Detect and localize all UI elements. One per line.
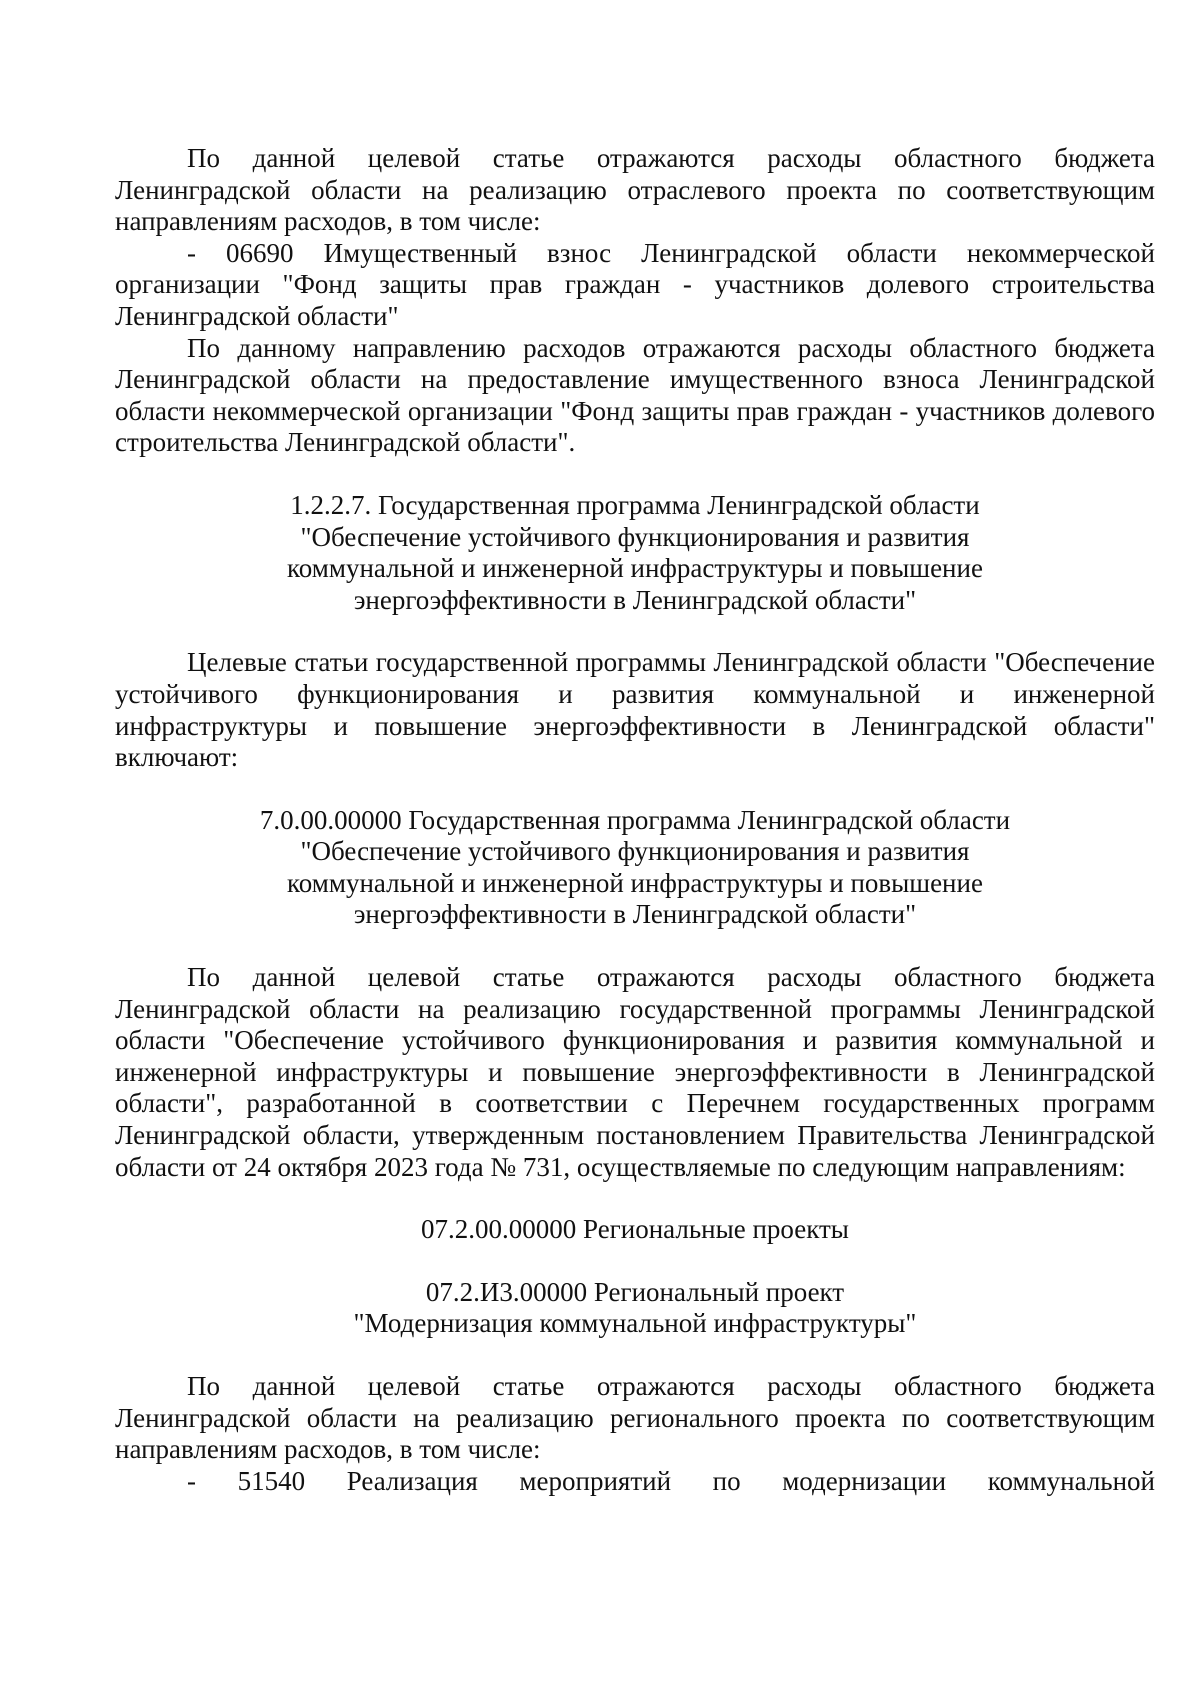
paragraph-target-articles: Целевые статьи государственной программы Ленинградской области "Обеспечение устойчивого функционирования и развития коммунальной и инженерной инфраструктуры и повышение энергоэффективности в Ленинградской области" включают: [115,647,1155,773]
heading-line: энергоэффективности в Ленинградской области" [353,584,917,615]
heading-line: энергоэффективности в Ленинградской области" [353,899,917,930]
heading-line: 07.2.И3.00000 Региональный проект [425,1276,845,1307]
paragraph-direction-06690: - 06690 Имущественный взнос Ленинградской области некоммерческой организации "Фонд защиты прав граждан - участников долевого строительства Ленинградской области" [115,237,1155,331]
paragraph-intro: По данной целевой статье отражаются расходы областного бюджета Ленинградской области на реализацию отраслевого проекта по соответствующим направлениям расходов, в том числе: [115,143,1155,237]
paragraph-direction-description: По данному направлению расходов отражаются расходы областного бюджета Ленинградской области на предоставление имущественного взноса Ленинградской области некоммерческой организации "Фонд защиты прав граждан - участников долевого строительства Ленинградской области". [115,332,1155,458]
heading-line: "Обеспечение устойчивого функционирования и развития [300,521,970,552]
heading-line: "Обеспечение устойчивого функционирования и развития [300,836,970,867]
paragraph-program-expenses: По данной целевой статье отражаются расходы областного бюджета Ленинградской области на реализацию государственной программы Ленинградской области "Обеспечение устойчивого функционирования и развития коммунальной и инженерной инфраструктуры и повышение энергоэффективности в Ленинградской области", разработанной в соответствии с Перечнем государственных программ Ленинградской области, утвержденным постановлением Правительства Ленинградской области от 24 октября 2023 года № 731, осуществляемые по следующим направлениям: [115,962,1155,1182]
section-heading-7-0-00 [115,805,1155,931]
heading-line: коммунальной и инженерной инфраструктуры и повышение [287,867,983,898]
paragraph-direction-51540: - 51540 Реализация мероприятий по модернизации коммунальной [187,1465,1155,1496]
document-page [115,143,1155,1497]
section-heading-07-2-i3 [115,1277,1155,1340]
paragraph-regional-project: По данной целевой статье отражаются расходы областного бюджета Ленинградской области на реализацию регионального проекта по соответствующим направлениям расходов, в том числе: [115,1371,1155,1465]
heading-line: 1.2.2.7. Государственная программа Ленинградской области [290,489,980,520]
section-heading-1-2-2-7 [115,490,1155,616]
section-heading-07-2-00: 07.2.00.00000 Региональные проекты [421,1214,849,1245]
heading-line: коммунальной и инженерной инфраструктуры и повышение [287,553,983,584]
heading-line: "Модернизация коммунальной инфраструктуры" [353,1308,917,1339]
heading-line: 7.0.00.00000 Государственная программа Ленинградской области [259,804,1011,835]
